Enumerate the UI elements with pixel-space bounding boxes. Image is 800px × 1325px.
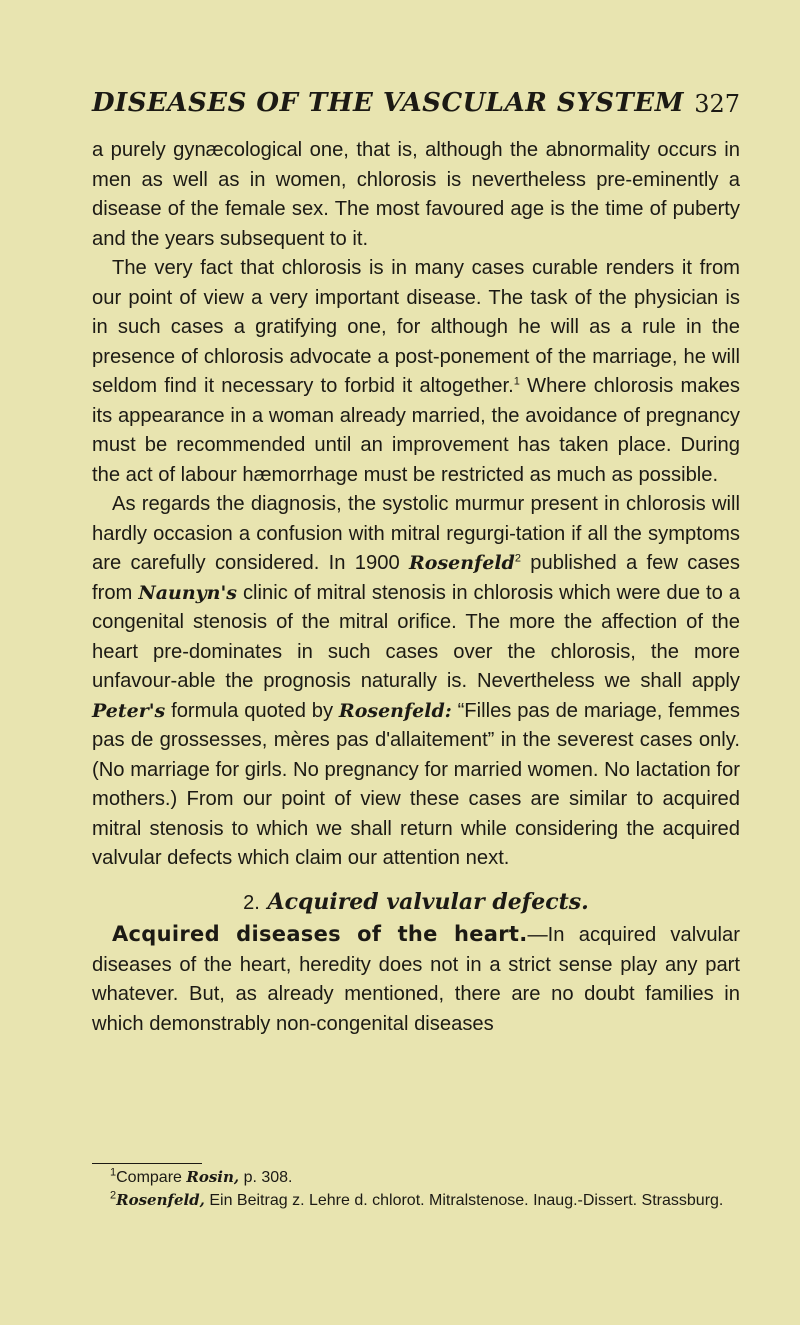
paragraph-2-text-a: The very fact that chlorosis is in many cases curable renders it from our point of view a very important disease. The task of the physician is in such cases a gratifying one, for although he will as a rule in the presence of chlorosis advocate a post-ponement of the marriage, he will seldom find it necessary to forbid it altogether. (92, 257, 740, 397)
section-title: Acquired valvular defects. (267, 888, 589, 915)
author-name-rosenfeld-2: Rosenfeld: (338, 699, 452, 722)
paragraph-2 (92, 254, 740, 490)
paragraph-3-text-d: formula quoted by (165, 699, 339, 722)
author-name-naunyn: Naunyn's (138, 581, 238, 604)
section-heading (92, 888, 740, 919)
footnote-2-mark: 2 (110, 1189, 117, 1202)
page-header (92, 88, 740, 130)
paragraph-3-text-c: clinic of mitral stenosis in chlorosis which were due to a congenital stenosis of the mitral orifice. The more the affection of the heart pre-dominates in such cases over the chlorosis, the more unfavour-able the prognosis naturally is. Nevertheless we shall apply (92, 581, 740, 692)
running-title: DISEASES OF THE VASCULAR SYSTEM (92, 88, 684, 118)
paragraph-3-text-b: published a few cases from (92, 552, 740, 604)
paragraph-1: a purely gynæcological one, that is, although the abnormality occurs in men as well as in women, chlorosis is nevertheless pre-eminently a disease of the female sex. The most favoured age is the time of puberty and the years subsequent to it. (92, 139, 740, 250)
page-number: 327 (694, 90, 740, 118)
paragraph-3-text-e: “Filles pas de mariage, femmes pas de grossesses, mères pas d'allaitement” in the severest cases only. (No marriage for girls. No pregnancy for married women. No lactation for mothers.) From our point of view these cases are similar to acquired mitral stenosis to which we shall return while considering the acquired valvular defects which claim our attention next. (92, 699, 740, 869)
footnotes (92, 1166, 740, 1212)
paragraph-3-text-a: As regards the diagnosis, the systolic murmur present in chlorosis will hardly occasion a confusion with mitral regurgi-tation if all the symptoms are carefully considered. In 1900 (92, 493, 740, 574)
footnote-ref-2: 2 (514, 552, 521, 565)
footnote-1-text-a: Compare (116, 1169, 187, 1186)
paragraph-2-text-b: Where chlorosis makes its appearance in a woman already married, the avoidance of pregnancy must be recommended until an improvement has taken place. During the act of labour hæmorrhage must be restricted as much as possible. (92, 375, 741, 486)
footnote-1-author: Rosin, (186, 1168, 240, 1186)
author-name-rosenfeld: Rosenfeld (409, 552, 515, 574)
body-text (92, 136, 740, 1039)
paragraph-4 (92, 920, 740, 1039)
footnote-ref-1: 1 (513, 375, 520, 388)
footnote-2-author: Rosenfeld, (116, 1191, 205, 1209)
footnote-2-text: Ein Beitrag z. Lehre d. chlorot. Mitralstenose. Inaug.-Dissert. Strassburg. (204, 1192, 724, 1209)
footnote-divider (92, 1163, 202, 1164)
paragraph-4-text: —In acquired valvular diseases of the heart, heredity does not in a strict sense play any part whatever. But, as already mentioned, there are no doubt families in which demonstrably non-congenital diseases (92, 924, 740, 1035)
section-number: 2. (243, 891, 260, 914)
footnote-1-text-b: p. 308. (239, 1169, 293, 1186)
footnote-2 (92, 1189, 740, 1212)
footnote-1-mark: 1 (110, 1166, 117, 1179)
footnote-1 (92, 1166, 740, 1189)
paragraph-3 (92, 490, 740, 874)
author-name-peter: Peter's (92, 699, 166, 722)
run-in-heading: Acquired diseases of the heart. (112, 922, 528, 946)
